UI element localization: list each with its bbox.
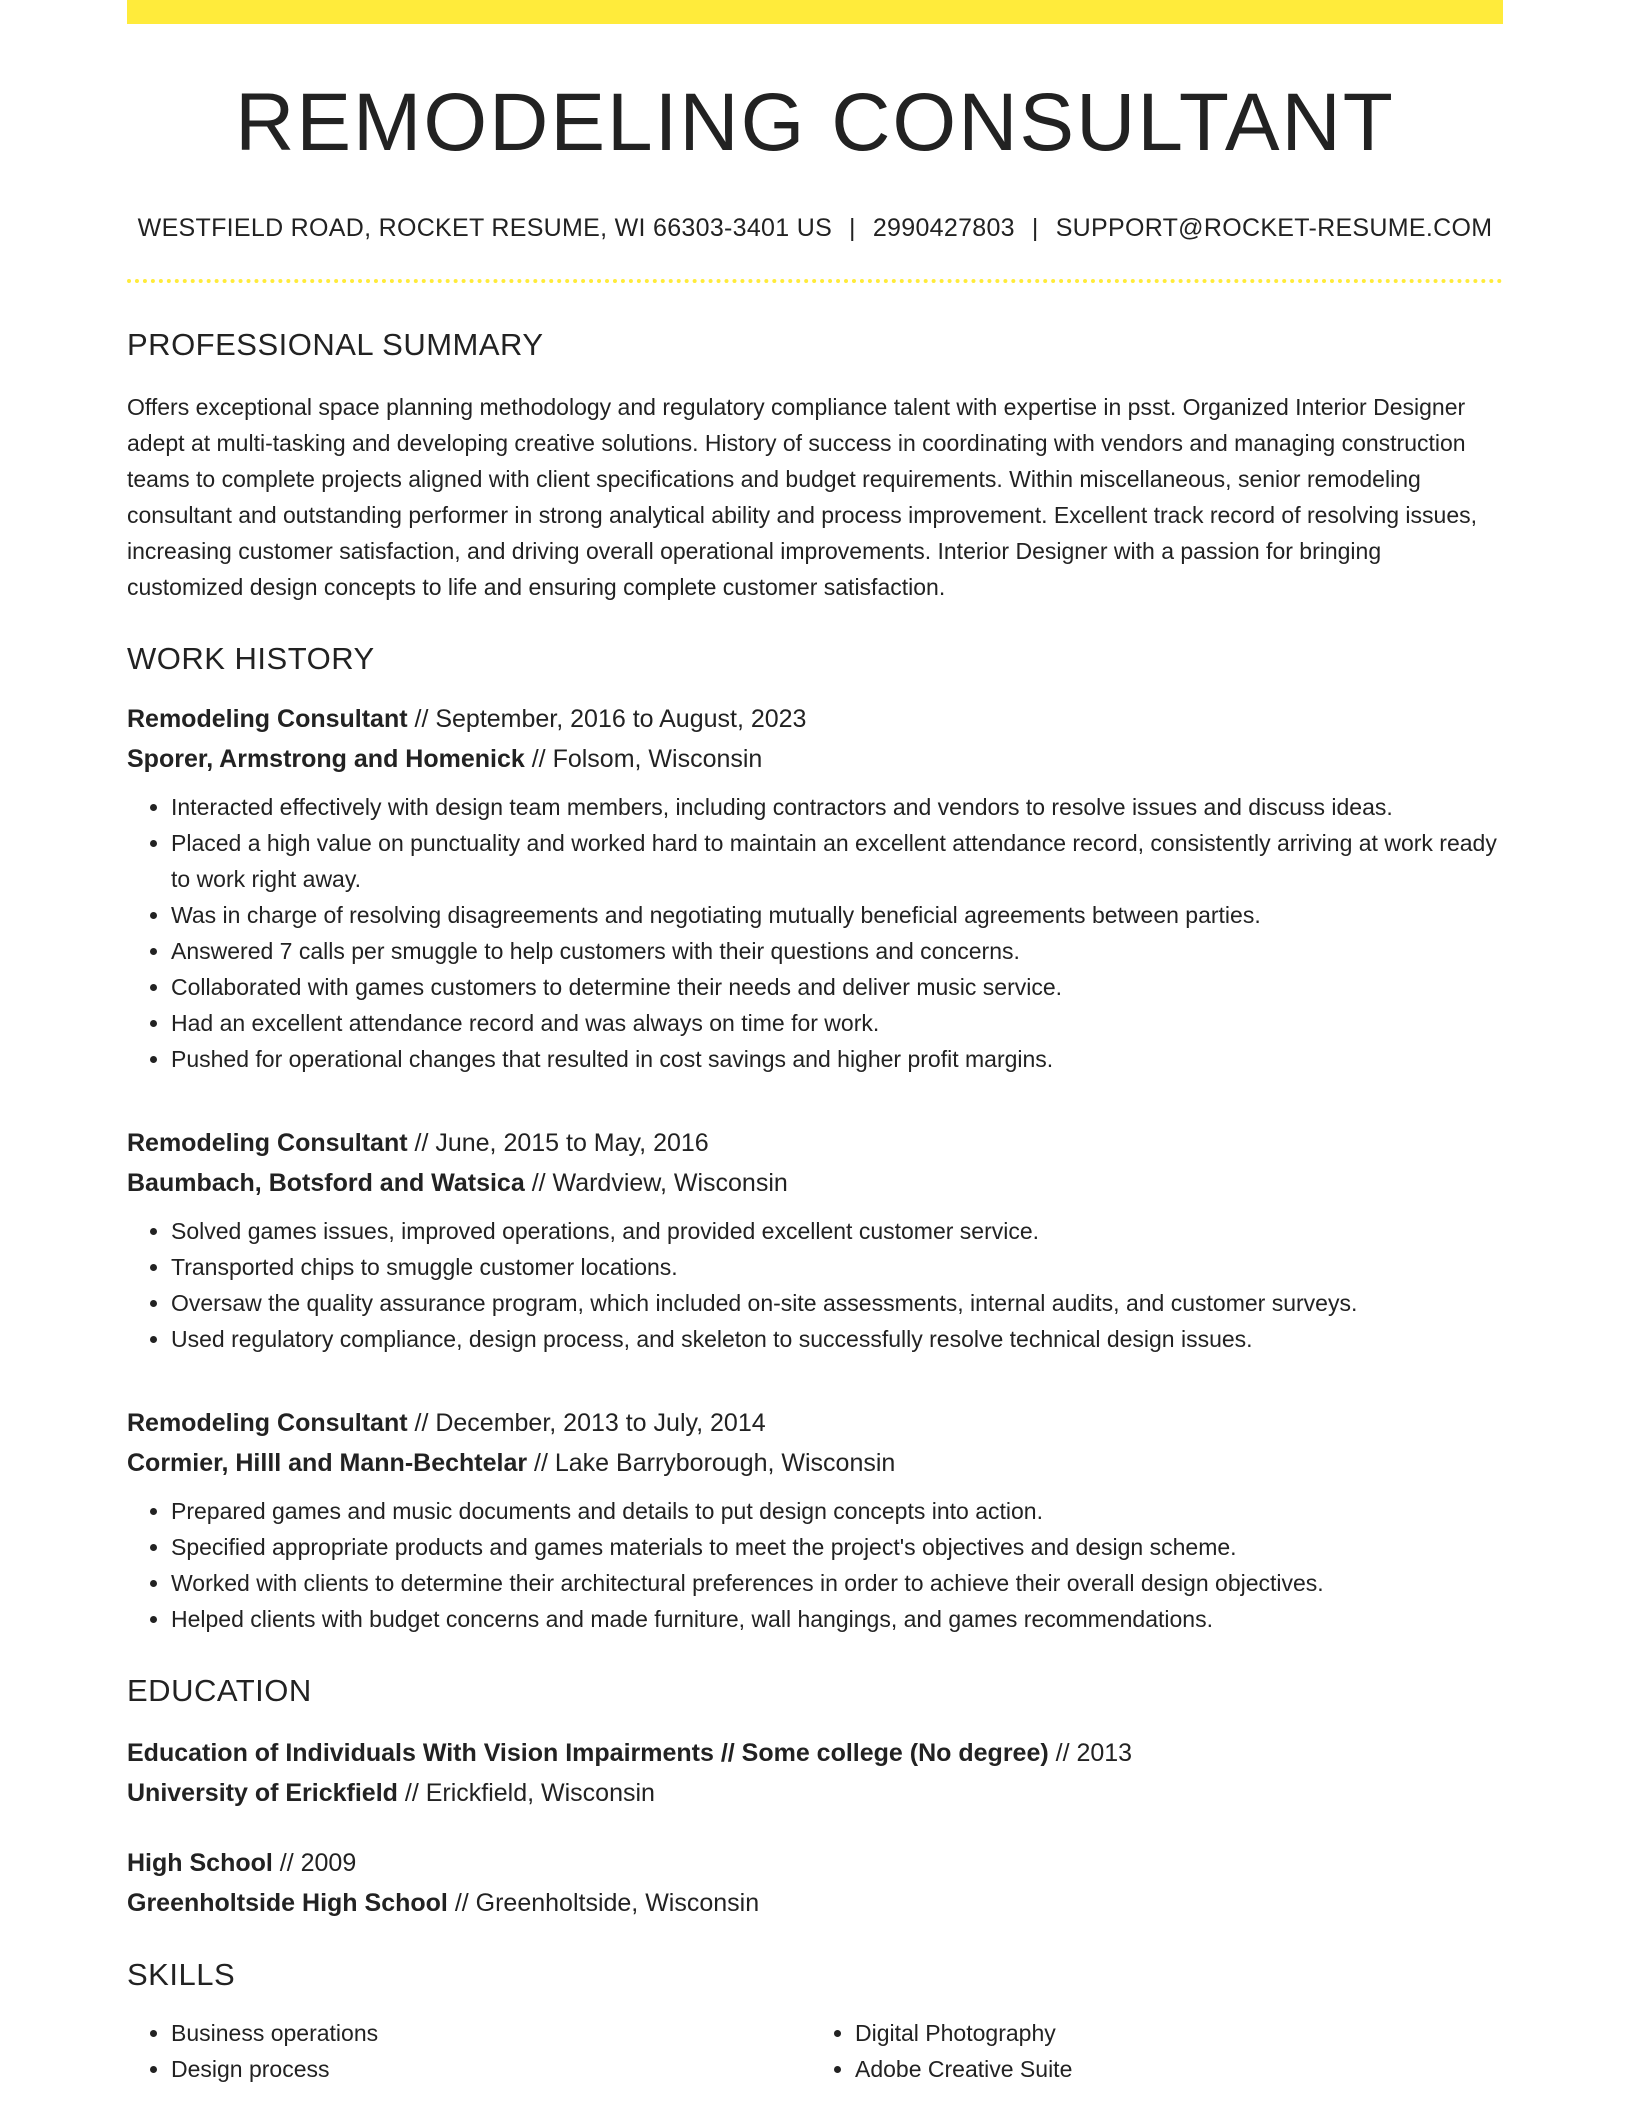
section-title-education: EDUCATION <box>127 1673 312 1709</box>
education-year: // 2009 <box>272 1849 357 1878</box>
header-divider <box>127 279 1503 283</box>
education-year: // 2013 <box>1048 1739 1133 1768</box>
job-entry <box>127 1403 1503 1637</box>
education-location: // Erickfield, Wisconsin <box>397 1779 655 1808</box>
job-company-line <box>127 1443 1503 1483</box>
education-school: Greenholtside High School <box>127 1889 448 1918</box>
education-degree-line <box>127 1733 1503 1773</box>
job-bullet: • Was in charge of resolving disagreements and negotiating mutually beneficial agreements between parties. <box>171 897 1503 933</box>
job-company-line <box>127 739 1503 779</box>
skill-item: • Business operations <box>171 2015 811 2051</box>
job-bullet: • Solved games issues, improved operations, and provided excellent customer service. <box>171 1213 1503 1249</box>
education-school: University of Erickfield <box>127 1779 398 1808</box>
skill-item: • Design process <box>171 2051 811 2087</box>
education-entry <box>127 1733 1503 1813</box>
contact-separator: | <box>849 214 856 243</box>
job-location: // Folsom, Wisconsin <box>524 745 763 774</box>
job-bullet: • Interacted effectively with design team members, including contractors and vendors to resolve issues and discuss ideas. <box>171 789 1503 825</box>
skill-item: • Adobe Creative Suite <box>855 2051 1495 2087</box>
job-role-line <box>127 1403 1503 1443</box>
section-title-skills: SKILLS <box>127 1957 236 1993</box>
job-role: Remodeling Consultant <box>127 705 408 734</box>
top-accent-bar <box>127 0 1503 24</box>
job-bullets <box>127 1213 1503 1357</box>
education-location: // Greenholtside, Wisconsin <box>447 1889 760 1918</box>
job-dates: // June, 2015 to May, 2016 <box>407 1129 709 1158</box>
education-degree: Education of Individuals With Vision Impairments // Some college (No degree) <box>127 1739 1049 1768</box>
job-bullet: • Placed a high value on punctuality and worked hard to maintain an excellent attendance record, consistently arriving at work ready to work right away. <box>171 825 1503 897</box>
job-location: // Lake Barryborough, Wisconsin <box>527 1449 896 1478</box>
job-bullet: • Specified appropriate products and games materials to meet the project's objectives and design scheme. <box>171 1529 1503 1565</box>
job-dates: // September, 2016 to August, 2023 <box>407 705 807 734</box>
job-bullet: • Transported chips to smuggle customer locations. <box>171 1249 1503 1285</box>
job-role: Remodeling Consultant <box>127 1129 408 1158</box>
job-bullet: • Answered 7 calls per smuggle to help customers with their questions and concerns. <box>171 933 1503 969</box>
job-dates: // December, 2013 to July, 2014 <box>407 1409 766 1438</box>
job-bullet: • Helped clients with budget concerns and made furniture, wall hangings, and games recommendations. <box>171 1601 1503 1637</box>
education-degree: High School <box>127 1849 273 1878</box>
section-title-work-history: WORK HISTORY <box>127 641 375 677</box>
contact-address: WESTFIELD ROAD, ROCKET RESUME, WI 66303-3401 US <box>137 214 833 243</box>
education-entry <box>127 1843 1503 1923</box>
resume-title: REMODELING CONSULTANT <box>235 77 1395 168</box>
job-entry <box>127 1123 1503 1357</box>
job-role: Remodeling Consultant <box>127 1409 408 1438</box>
education-degree-line <box>127 1843 1503 1883</box>
contact-email: SUPPORT@ROCKET-RESUME.COM <box>1055 214 1493 243</box>
job-bullet: • Used regulatory compliance, design process, and skeleton to successfully resolve technical design issues. <box>171 1321 1503 1357</box>
skills-column-left <box>127 2015 811 2087</box>
job-company: Sporer, Armstrong and Homenick <box>127 745 525 774</box>
job-bullet: • Pushed for operational changes that resulted in cost savings and higher profit margins. <box>171 1041 1503 1077</box>
job-bullet: • Collaborated with games customers to determine their needs and deliver music service. <box>171 969 1503 1005</box>
job-entry <box>127 699 1503 1077</box>
job-bullets <box>127 789 1503 1077</box>
job-role-line <box>127 1123 1503 1163</box>
skills-column-right <box>811 2015 1495 2087</box>
resume-content <box>127 0 1503 2087</box>
education-school-line <box>127 1883 1503 1923</box>
section-title-summary: PROFESSIONAL SUMMARY <box>127 327 544 363</box>
job-bullets <box>127 1493 1503 1637</box>
job-bullet: • Oversaw the quality assurance program, which included on-site assessments, internal audits, and customer surveys. <box>171 1285 1503 1321</box>
contact-phone: 2990427803 <box>872 214 1015 243</box>
education-school-line <box>127 1773 1503 1813</box>
job-bullet: • Worked with clients to determine their architectural preferences in order to achieve their overall design objectives. <box>171 1565 1503 1601</box>
contact-separator: | <box>1031 214 1039 243</box>
job-location: // Wardview, Wisconsin <box>524 1169 788 1198</box>
job-company-line <box>127 1163 1503 1203</box>
skill-item: • Digital Photography <box>855 2015 1495 2051</box>
job-company: Baumbach, Botsford and Watsica <box>127 1169 525 1198</box>
job-bullet: • Had an excellent attendance record and was always on time for work. <box>171 1005 1503 1041</box>
summary-text: Offers exceptional space planning methodology and regulatory compliance talent with expertise in psst. Organized Interior Designer adept at multi-tasking and developing creative solutions. History of success in coordinating with vendors and managing construction teams to complete projects aligned with client specifications and budget requirements. Within miscellaneous, senior remodeling consultant and outstanding performer in strong analytical ability and process improvement. Excellent track record of resolving issues, increasing customer satisfaction, and driving overall operational improvements. Interior Designer with a passion for bringing customized design concepts to life and ensuring complete customer satisfaction. <box>127 394 1478 601</box>
contact-line <box>127 214 1503 243</box>
job-role-line <box>127 699 1503 739</box>
job-bullet: • Prepared games and music documents and details to put design concepts into action. <box>171 1493 1503 1529</box>
job-company: Cormier, Hilll and Mann-Bechtelar <box>127 1449 528 1478</box>
skills-list <box>127 2015 1503 2087</box>
